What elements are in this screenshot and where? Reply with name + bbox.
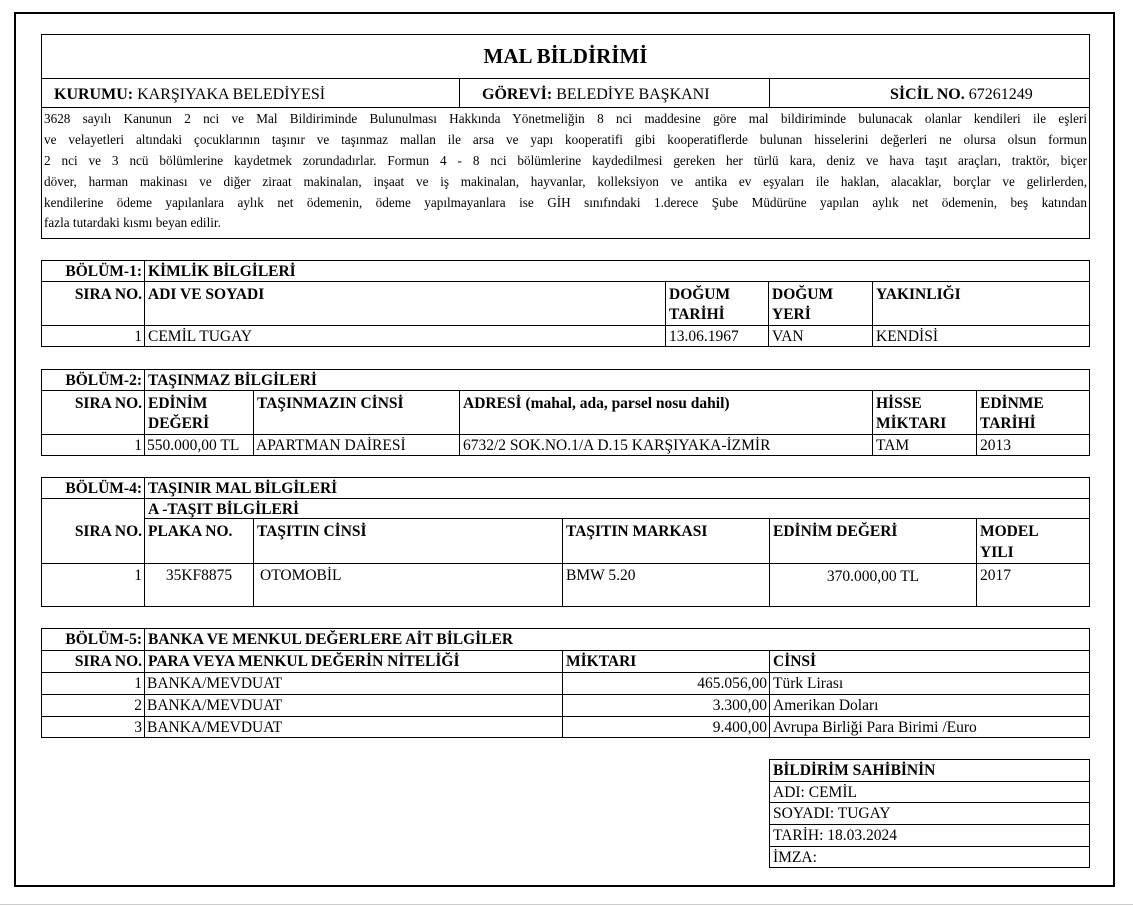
col-header-edinme: TARİHİ (980, 415, 1036, 432)
col-header-dogum-yeri: YERİ (772, 306, 811, 323)
col-header-dogum-tarihi: DOĞUM (669, 286, 731, 303)
table-cell-dogum-yeri: VAN (772, 328, 804, 345)
divider (144, 628, 145, 738)
col-header-edinim: EDİNİM DEĞERİ (773, 523, 898, 540)
table-cell-sira: 1 (134, 437, 142, 454)
table-cell-adres: 6732/2 SOK.NO.1/A D.15 KARŞIYAKA-İZMİR (463, 437, 771, 454)
col-header-dogum-yeri: DOĞUM (772, 286, 834, 303)
sicil-label: SİCİL NO. (890, 86, 965, 103)
divider (769, 518, 770, 607)
page-edge (0, 904, 1133, 905)
sicil-value: 67261249 (968, 86, 1033, 103)
table-cell-plaka: 35KF8875 (165, 567, 233, 584)
divider (144, 477, 145, 607)
divider (41, 672, 1090, 673)
table-cell-dogum-tarihi: 13.06.1967 (669, 328, 739, 345)
col-header-cinsi: TAŞINMAZIN CİNSİ (257, 395, 404, 412)
table-cell-sira: 2 (134, 697, 142, 714)
bolum5-label: BÖLÜM-5: (65, 631, 142, 648)
table-cell-nitelik: BANKA/MEVDUAT (147, 697, 283, 714)
table-cell-cinsi: APARTMAN DAİRESİ (256, 437, 406, 454)
col-header-hisse: HİSSE (876, 395, 922, 412)
sicil-field (890, 85, 1085, 104)
divider (665, 281, 666, 347)
table-cell-marka: BMW 5.20 (566, 567, 636, 584)
divider (253, 390, 254, 456)
table-cell-miktar: 465.056,00 (697, 675, 767, 692)
divider (768, 281, 769, 347)
table-cell-edinim: 550.000,00 TL (147, 437, 240, 454)
table-cell-cinsi: Türk Lirası (773, 675, 844, 692)
divider (769, 650, 770, 738)
col-header-marka: TAŞITIN MARKASI (566, 523, 708, 540)
divider (41, 390, 1090, 391)
bolum2-label: BÖLÜM-2: (65, 372, 142, 389)
col-header-miktar: MİKTARI (566, 653, 637, 670)
divider (872, 281, 873, 347)
intro-line: 2 nci ve 3 ncü bölümlerine kaydetmek zorundadırlar. Formun 4 - 8 nci bölümlerine kaydedilmesi gereken her türlü kara, deniz ve hava taşıt araçları, traktör, biçer (44, 153, 1087, 168)
col-header-plaka: PLAKA NO. (148, 523, 233, 540)
col-header-dogum-tarihi: TARİHİ (669, 306, 725, 323)
col-header-adres: ADRESİ (mahal, ada, parsel nosu dahil) (463, 395, 730, 412)
divider (144, 260, 145, 347)
intro-line: fazla tutardaki kısmı beyan edilir. (44, 215, 221, 230)
table-cell-nitelik: BANKA/MEVDUAT (147, 719, 283, 736)
table-cell-edinme: 2013 (980, 437, 1011, 454)
table-cell-adi: CEMİL TUGAY (148, 328, 253, 345)
bolum4-label: BÖLÜM-4: (65, 480, 142, 497)
col-header-edinim: DEĞERİ (148, 415, 210, 432)
divider (769, 78, 770, 107)
bolum1-title: KİMLİK BİLGİLERİ (148, 263, 296, 280)
col-header-nitelik: PARA VEYA MENKUL DEĞERİN NİTELİĞİ (148, 653, 460, 670)
intro-line: döver, harman makinası ve diğer ziraat makinalan, inşaat ve iş makinalan, hayvanlar, kolleksiyon ve antika ev eşyaları ile haklan, alacaklar, borçlar ve gelirlerden, (44, 174, 1087, 189)
divider (976, 518, 977, 607)
signature-soyadi: SOYADI: TUGAY (773, 805, 891, 822)
kurum-value: KARŞIYAKA BELEDİYESİ (137, 86, 326, 103)
col-header-hisse: MİKTARI (876, 415, 947, 432)
divider (253, 518, 254, 607)
divider (976, 390, 977, 456)
gorev-value: BELEDİYE BAŞKANI (556, 86, 710, 103)
col-header-yakinligi: YAKINLIĞI (876, 286, 961, 303)
col-header-sira: SIRA NO. (74, 395, 142, 412)
divider (459, 78, 460, 107)
col-header-model: MODEL (980, 523, 1039, 540)
col-header-edinme: EDİNME (980, 395, 1044, 412)
table-cell-sira: 3 (134, 719, 142, 736)
table-cell-miktar: 9.400,00 (712, 719, 767, 736)
kurum-field (54, 85, 454, 104)
col-header-sira: SIRA NO. (74, 286, 142, 303)
divider (41, 434, 1090, 435)
divider (769, 846, 1090, 847)
divider (459, 390, 460, 456)
divider (872, 390, 873, 456)
intro-line: kendilerine ödeme yapılanlara aylık net ödemenin, ödeme yapılmayanlara ise GİH sınıfındaki 1.derece Şube Müdürüne yapılan aylık net ödemenin, beş katından (44, 195, 1087, 210)
col-header-sira: SIRA NO. (74, 653, 142, 670)
gorev-label: GÖREVİ: (482, 86, 553, 103)
table-cell-sira: 1 (134, 328, 142, 345)
intro-line: 3628 sayılı Kanunun 2 nci ve Mal Bildiriminde Bulunulması Hakkında Yönetmeliğin 8 nci maddesine göre mal bildiriminde bulunacak olanlar kendileri ile eşleri (44, 111, 1087, 126)
bolum2-title: TAŞINMAZ BİLGİLERİ (148, 372, 317, 389)
table-cell-hisse: TAM (876, 437, 910, 454)
table-cell-cinsi: Avrupa Birliği Para Birimi /Euro (773, 719, 977, 736)
signature-adi: ADI: CEMİL (773, 784, 857, 801)
divider (562, 518, 563, 607)
col-header-sira: SIRA NO. (74, 523, 142, 540)
divider (769, 781, 1090, 782)
divider (41, 498, 1090, 499)
col-header-model: YILI (980, 544, 1014, 561)
divider (562, 650, 563, 738)
divider (41, 650, 1090, 651)
signature-imza: İMZA: (773, 849, 817, 866)
table-cell-edinim: 370.000,00 TL (826, 568, 920, 585)
table-cell-nitelik: BANKA/MEVDUAT (147, 675, 283, 692)
table-cell-cinsi: OTOMOBİL (260, 567, 342, 584)
table-cell-cinsi: Amerikan Doları (773, 697, 879, 714)
col-header-cinsi: CİNSİ (773, 653, 817, 670)
col-header-edinim: EDİNİM (148, 395, 208, 412)
signature-title: BİLDİRİM SAHİBİNİN (773, 762, 936, 779)
table-cell-sira: 1 (134, 675, 142, 692)
divider (144, 369, 145, 456)
table-cell-miktar: 3.300,00 (712, 697, 767, 714)
kurum-label: KURUMU: (54, 86, 134, 103)
divider (41, 107, 1090, 108)
table-cell-sira: 1 (134, 567, 142, 584)
bolum1-label: BÖLÜM-1: (65, 263, 142, 280)
bolum4-title: TAŞINIR MAL BİLGİLERİ (148, 480, 338, 497)
bolum4-subtitle: A -TAŞIT BİLGİLERİ (148, 501, 300, 518)
divider (41, 325, 1090, 326)
divider (769, 802, 1090, 803)
divider (769, 824, 1090, 825)
signature-tarih: TARİH: 18.03.2024 (773, 827, 898, 844)
gorev-field (482, 85, 767, 104)
divider (41, 563, 1090, 564)
page-title: MAL BİLDİRİMİ (483, 44, 648, 68)
table-cell-model: 2017 (980, 567, 1011, 584)
bolum5-title: BANKA VE MENKUL DEĞERLERE AİT BİLGİLER (148, 631, 514, 648)
divider (41, 716, 1090, 717)
table-cell-yakinligi: KENDİSİ (876, 328, 938, 345)
col-header-adi: ADI VE SOYADI (148, 286, 265, 303)
divider (41, 694, 1090, 695)
divider (41, 78, 1090, 79)
divider (41, 281, 1090, 282)
col-header-cinsi: TAŞITIN CİNSİ (257, 523, 367, 540)
intro-line: ve velayetleri altındaki çocuklarının taşınır ve taşınmaz mallan ile arsa ve yapı kooperatifi gibi kooperatiflerde bulunan hisselerini değerleri ne olursa olsun formun (44, 132, 1087, 147)
